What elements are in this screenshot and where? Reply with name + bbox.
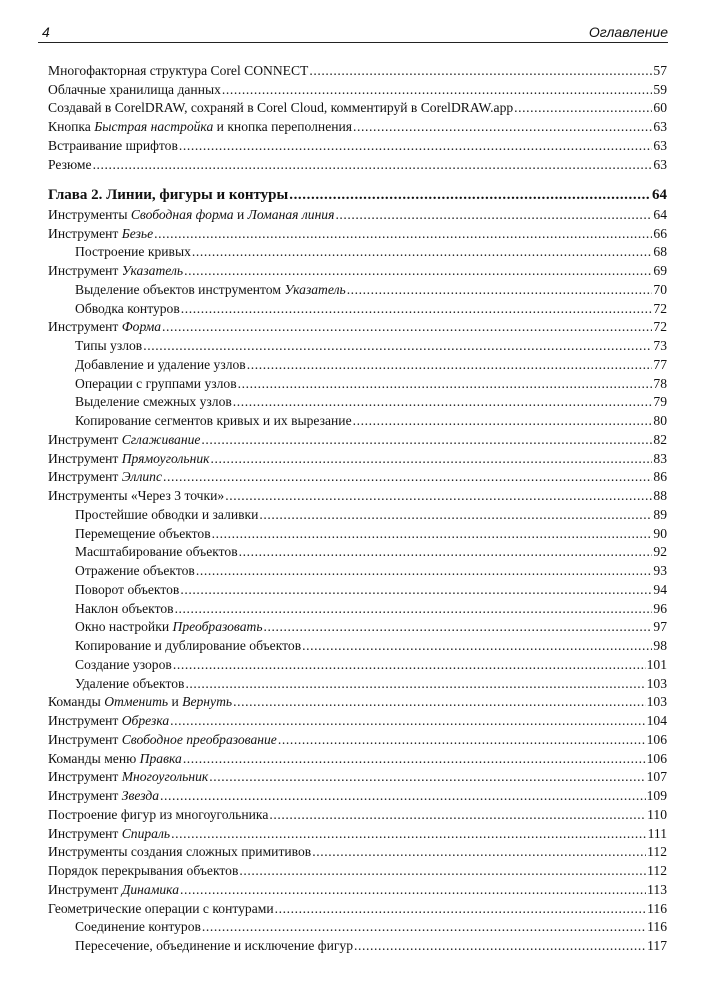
toc-entry-page: 82	[653, 431, 667, 447]
toc-entry-title-text: Пересечение, объединение и исключение фигур	[75, 938, 354, 953]
toc-entry-title-italic: Преобразовать	[172, 619, 263, 635]
toc-entry-page: 103	[646, 694, 667, 710]
toc-entry-title	[75, 619, 263, 634]
toc-entry-title-text: Масштабирование объектов	[75, 544, 238, 560]
toc-entry-title-text: Команды	[48, 694, 105, 710]
toc-entry-title	[48, 751, 182, 766]
toc-entry-title	[48, 207, 334, 222]
toc-entry	[48, 672, 667, 691]
dot-leader	[347, 282, 653, 297]
toc-entry-title	[48, 432, 200, 447]
toc-entry-title	[48, 844, 311, 859]
toc-entry-page: 77	[653, 356, 667, 372]
toc-entry	[48, 484, 667, 503]
toc-entry-page: 80	[653, 413, 667, 428]
dot-leader	[354, 938, 646, 953]
toc-entry	[48, 115, 667, 134]
dot-leader	[239, 863, 646, 878]
toc-entry-title	[48, 788, 159, 803]
dot-leader	[259, 507, 652, 522]
dot-leader	[233, 394, 653, 409]
toc-entry	[48, 97, 667, 116]
toc-entry-page: 111	[647, 825, 667, 841]
toc-entry-page: 63	[653, 119, 667, 134]
toc-entry-title-text: Добавление и удаление узлов	[75, 356, 246, 372]
toc-entry-title-text: и кнопка переполнения	[213, 119, 353, 134]
toc-entry	[48, 803, 667, 822]
dot-leader	[238, 376, 653, 391]
toc-entry-title-text: Инструмент	[48, 431, 122, 447]
toc-entry-title-text: Кнопка	[48, 119, 95, 134]
toc-entry-title	[75, 357, 246, 372]
toc-entry	[48, 897, 667, 916]
toc-entry-title	[75, 338, 142, 353]
dot-leader	[196, 563, 653, 578]
toc-entry-page: 68	[653, 244, 667, 260]
toc-entry-title-italic: Вернуть	[182, 694, 233, 710]
toc-entry-page: 89	[653, 506, 667, 522]
toc-entry-title	[48, 263, 183, 278]
toc-entry-page: 70	[653, 281, 667, 297]
toc-entry-title-text: Инструмент	[48, 881, 122, 897]
toc-entry-title-text: Поворот объектов	[75, 581, 180, 597]
toc-entry-title-text: Порядок перекрывания объектов	[48, 863, 239, 878]
dot-leader	[93, 157, 653, 172]
toc-entry	[48, 709, 667, 728]
toc-entry-page: 116	[647, 900, 667, 916]
toc-entry	[48, 559, 667, 578]
toc-entry-title	[48, 319, 161, 334]
toc-entry-title	[48, 901, 274, 916]
toc-entry	[48, 134, 667, 153]
toc-entry	[48, 59, 667, 78]
toc-entry	[48, 691, 667, 710]
toc-entry-title	[48, 713, 169, 728]
toc-entry-page: 59	[653, 81, 667, 97]
toc-entry-page: 117	[647, 938, 667, 953]
toc-entry-page: 78	[653, 375, 667, 391]
dot-leader	[247, 357, 653, 372]
toc-entry	[48, 653, 667, 672]
toc-entry-title-text: Наклон объектов	[75, 600, 174, 616]
dot-leader	[180, 882, 646, 897]
toc-entry	[48, 522, 667, 541]
toc-entry-title	[75, 938, 353, 953]
dot-leader	[269, 807, 646, 822]
toc-entry-title	[48, 807, 268, 822]
toc-entry-title	[48, 769, 208, 784]
toc-entry-page: 97	[653, 619, 667, 635]
toc-entry-page: 101	[646, 656, 667, 672]
toc-entry-title-text: Инструменты создания сложных примитивов	[48, 844, 312, 860]
toc-entry-title	[48, 157, 92, 172]
toc-entry-title	[48, 694, 232, 709]
toc-entry-title-text: и	[233, 206, 248, 222]
toc-entry-page: 106	[646, 731, 667, 747]
toc-entry-page: 90	[653, 525, 667, 541]
dot-leader	[143, 338, 652, 353]
toc-entry-page: 72	[653, 319, 667, 335]
toc-entry-page: 110	[647, 806, 667, 822]
toc-entry	[48, 634, 667, 653]
toc-entry	[48, 391, 667, 410]
toc-entry-title	[75, 301, 180, 316]
toc-entry	[48, 297, 667, 316]
dot-leader	[179, 138, 653, 153]
toc-entry-title-text: Создание узоров	[75, 656, 172, 672]
toc-entry-title-italic: Звезда	[121, 788, 160, 803]
dot-leader	[202, 919, 646, 934]
toc-entry-page: 69	[653, 263, 667, 278]
toc-entry-title-text: Инструмент	[48, 225, 122, 241]
toc-entry-title	[48, 188, 288, 203]
toc-entry-title-italic: Ломаная линия	[247, 206, 335, 222]
toc-entry-title-text: Соединение контуров	[75, 919, 201, 935]
toc-entry-page: 79	[653, 394, 667, 410]
toc-entry-page: 72	[653, 300, 667, 316]
toc-entry-title-text: Инструмент	[48, 469, 122, 485]
toc-entry-title-text: Выделение объектов инструментом	[75, 281, 285, 297]
toc-entry-page: 66	[653, 225, 667, 241]
toc-entry-title	[48, 226, 153, 241]
dot-leader	[233, 694, 646, 709]
toc-entry-title	[75, 582, 179, 597]
toc-entry-title-text: Облачные хранилища данных	[48, 81, 221, 97]
toc-entry-title-text: Операции с группами узлов	[75, 375, 237, 391]
toc-entry-title-text: Выделение смежных узлов	[75, 394, 232, 410]
toc-entry-page: 116	[647, 919, 667, 935]
toc-entry-page: 60	[653, 100, 667, 116]
toc-entry-page: 103	[646, 675, 667, 691]
dot-leader	[184, 263, 652, 278]
toc-entry	[48, 409, 667, 428]
dot-leader	[222, 82, 652, 97]
toc-entry-title-text: Построение кривых	[75, 244, 191, 260]
toc-entry-page: 73	[653, 338, 667, 353]
toc-entry-page: 57	[653, 62, 667, 78]
toc-entry-title-text: Многофакторная структура Corel CONNECT	[48, 62, 309, 78]
toc-entry	[48, 747, 667, 766]
toc-entry-title-text: Типы узлов	[75, 338, 143, 353]
toc-entry	[48, 222, 667, 241]
toc-entry	[48, 153, 667, 172]
toc-entry-title	[75, 394, 232, 409]
toc-entry-title-text: Копирование сегментов кривых и их вырезание	[75, 413, 352, 428]
dot-leader	[173, 657, 646, 672]
toc-entry-title-italic: Указатель	[284, 281, 346, 297]
toc-entry-title-italic: Обрезка	[121, 713, 170, 728]
toc-entry-title-italic: Эллипс	[121, 469, 163, 485]
toc-entry-title	[75, 563, 195, 578]
toc-entry	[48, 541, 667, 560]
toc-entry-title-text: Копирование и дублирование объектов	[75, 638, 302, 653]
toc-entry-title	[48, 826, 170, 841]
toc-entry-title	[48, 63, 308, 78]
toc-entry-title-text: Встраивание шрифтов	[48, 137, 178, 153]
toc-entry	[48, 372, 667, 391]
toc-entry-page: 83	[653, 450, 667, 466]
dot-leader	[175, 601, 653, 616]
dot-leader	[163, 469, 652, 484]
toc-entry	[48, 616, 667, 635]
toc-entry	[48, 859, 667, 878]
toc-entry	[48, 447, 667, 466]
toc-entry-title-text: Простейшие обводки и заливки	[75, 506, 259, 522]
toc-entry-title-text: Команды меню	[48, 750, 140, 766]
toc-entry-page: 94	[653, 581, 667, 597]
dot-leader	[180, 582, 652, 597]
dot-leader	[192, 244, 653, 259]
toc-entry-page: 64	[652, 187, 667, 203]
toc-entry-title	[48, 82, 221, 97]
toc-entry	[48, 78, 667, 97]
dot-leader	[278, 732, 646, 747]
toc-entry-title	[75, 601, 174, 616]
dot-leader	[185, 676, 645, 691]
toc-entry	[48, 334, 667, 353]
dot-leader	[239, 544, 653, 559]
toc-entry-page: 88	[653, 488, 667, 503]
toc-entry-title-text: Глава 2. Линии, фигуры и контуры	[48, 187, 289, 203]
toc-entry-page: 109	[646, 788, 667, 803]
toc-entry-title-italic: Свободная форма	[130, 206, 234, 222]
toc-entry	[48, 822, 667, 841]
toc-entry-title	[75, 526, 211, 541]
toc-entry-title-text: Инструмент	[48, 731, 122, 747]
toc-entry-page: 92	[653, 544, 667, 560]
toc-entry-title	[48, 882, 179, 897]
toc-entry-title	[48, 469, 162, 484]
toc-entry	[48, 466, 667, 485]
toc-entry-title	[75, 282, 346, 297]
toc-entry-title	[75, 244, 191, 259]
toc-entry-title-italic: Безье	[121, 225, 154, 241]
toc-entry-title	[48, 100, 513, 115]
toc-entry-title	[48, 451, 209, 466]
toc-entry	[48, 766, 667, 785]
toc-entry-title-text: Инструмент	[48, 769, 122, 785]
toc-entry-title	[75, 657, 172, 672]
toc-entry-title	[75, 507, 258, 522]
toc-entry-page: 63	[653, 137, 667, 153]
toc-entry	[48, 728, 667, 747]
toc-entry-title-text: Обводка контуров	[75, 300, 180, 316]
dot-leader	[154, 226, 652, 241]
toc-entry	[48, 241, 667, 260]
toc-entry	[48, 278, 667, 297]
running-header	[38, 20, 668, 43]
dot-leader	[289, 188, 651, 203]
toc-entry-title-italic: Свободное преобразование	[121, 731, 277, 747]
dot-leader	[209, 769, 645, 784]
table-of-contents	[48, 59, 667, 953]
toc-entry-title-text: Окно настройки	[75, 619, 173, 635]
toc-entry-page: 86	[653, 469, 667, 485]
toc-entry-title-italic: Динамика	[121, 881, 179, 897]
toc-entry-title-text: и	[168, 694, 183, 710]
toc-entry-title	[75, 413, 352, 428]
toc-entry	[48, 784, 667, 803]
dot-leader	[335, 207, 652, 222]
toc-entry-title-italic: Форма	[121, 319, 162, 335]
toc-entry-title	[48, 863, 238, 878]
toc-entry-title-italic: Отменить	[104, 694, 169, 710]
toc-entry	[48, 934, 667, 953]
toc-entry	[48, 878, 667, 897]
toc-entry	[48, 578, 667, 597]
toc-entry-title-text: Перемещение объектов	[75, 525, 211, 541]
toc-entry-page: 64	[653, 206, 667, 222]
toc-entry-title-text: Построение фигур из многоугольника	[48, 806, 269, 822]
toc-chapter-entry	[48, 184, 667, 204]
dot-leader	[183, 751, 646, 766]
toc-entry	[48, 203, 667, 222]
toc-entry-title-text: Инструменты «Через 3 точки»	[48, 488, 225, 503]
toc-entry-page: 113	[647, 881, 667, 897]
toc-entry-page: 106	[646, 750, 667, 766]
dot-leader	[162, 319, 652, 334]
toc-entry-title	[75, 638, 301, 653]
dot-leader	[160, 788, 646, 803]
dot-leader	[275, 901, 647, 916]
toc-entry-title	[75, 544, 238, 559]
toc-entry-title-italic: Правка	[139, 750, 182, 766]
toc-entry-title	[48, 119, 352, 134]
section-title: Оглавление	[588, 24, 668, 40]
toc-entry-page: 112	[647, 844, 667, 860]
toc-entry-page: 93	[653, 563, 667, 578]
dot-leader	[181, 301, 653, 316]
toc-entry	[48, 503, 667, 522]
toc-entry-title-italic: Сглаживание	[121, 431, 201, 447]
toc-entry-title	[75, 376, 237, 391]
dot-leader	[225, 488, 652, 503]
toc-entry-title-text: Отражение объектов	[75, 563, 195, 578]
dot-leader	[312, 844, 646, 859]
toc-entry-page: 104	[646, 713, 667, 728]
dot-leader	[353, 413, 653, 428]
toc-entry	[48, 316, 667, 335]
toc-entry-title	[75, 919, 201, 934]
toc-entry-title-text: Инструменты	[48, 206, 131, 222]
toc-entry	[48, 916, 667, 935]
page-number: 4	[42, 24, 50, 40]
dot-leader	[302, 638, 652, 653]
toc-entry-page: 98	[653, 638, 667, 653]
dot-leader	[212, 526, 653, 541]
toc-entry	[48, 353, 667, 372]
toc-entry-title-text: Удаление объектов	[75, 675, 185, 691]
dot-leader	[201, 432, 652, 447]
dot-leader	[210, 451, 652, 466]
toc-entry-title-italic: Спираль	[121, 825, 171, 841]
toc-entry-title-text: Геометрические операции с контурами	[48, 900, 274, 916]
toc-entry-page: 112	[647, 863, 667, 878]
dot-leader	[171, 826, 647, 841]
toc-entry-title-text: Инструмент	[48, 713, 122, 728]
toc-entry	[48, 841, 667, 860]
dot-leader	[170, 713, 645, 728]
toc-entry-title-text: Резюме	[48, 156, 92, 172]
toc-entry-title-italic: Быстрая настройка	[94, 119, 214, 134]
toc-entry-title	[75, 676, 184, 691]
toc-entry-title	[48, 488, 224, 503]
dot-leader	[309, 63, 652, 78]
toc-entry-title-italic: Многоугольник	[121, 769, 209, 785]
toc-entry-title-text: Инструмент	[48, 263, 122, 278]
toc-entry-title	[48, 732, 277, 747]
toc-entry-page: 107	[646, 769, 667, 785]
toc-entry-title	[48, 138, 178, 153]
toc-entry-title-italic: Указатель	[121, 263, 184, 278]
dot-leader	[264, 619, 653, 634]
toc-entry-title-text: Создавай в CorelDRAW, сохраняй в Corel Cloud, комментируй в CorelDRAW.app	[48, 100, 514, 116]
toc-entry-page: 96	[653, 600, 667, 616]
toc-entry-title-italic: Прямоугольник	[121, 450, 210, 466]
toc-entry	[48, 597, 667, 616]
toc-entry	[48, 428, 667, 447]
dot-leader	[514, 100, 652, 115]
toc-entry	[48, 259, 667, 278]
toc-entry-title-text: Инструмент	[48, 825, 122, 841]
toc-entry-title-text: Инструмент	[48, 450, 122, 466]
toc-entry-page: 63	[653, 156, 667, 172]
toc-entry-title-text: Инструмент	[48, 788, 122, 803]
dot-leader	[353, 119, 652, 134]
toc-entry-title-text: Инструмент	[48, 319, 122, 335]
